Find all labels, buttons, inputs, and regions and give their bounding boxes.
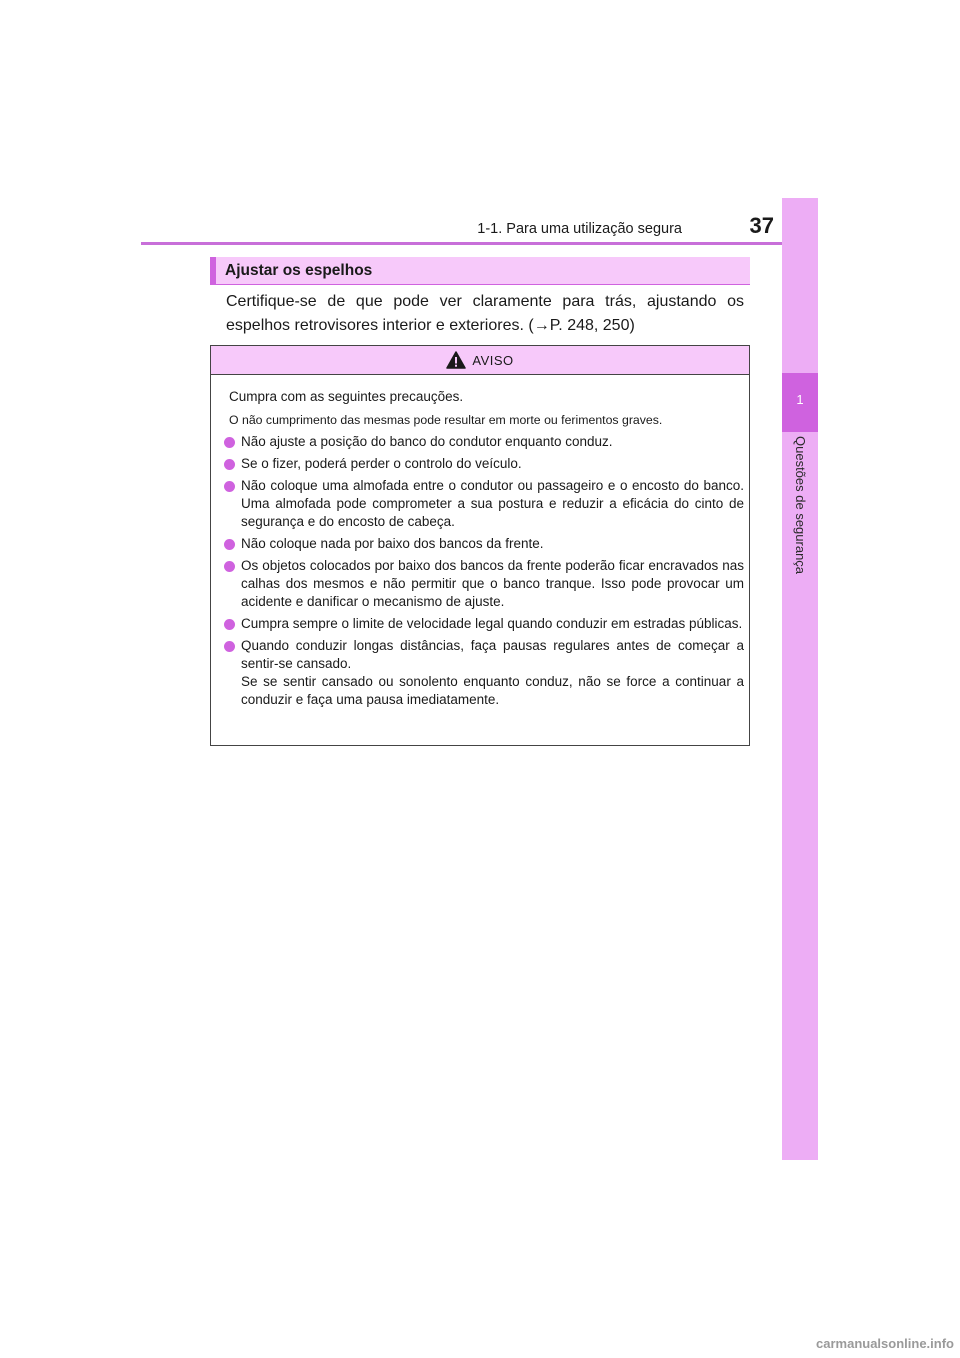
chapter-side-tab	[782, 198, 818, 1160]
warning-item	[224, 637, 744, 709]
warning-item	[224, 615, 744, 633]
footer-watermark: carmanualsonline.info	[816, 1336, 954, 1351]
warning-item-text: Os objetos colocados por baixo dos bancos da frente poderão ficar encravados nas calhas dos mesmos e não permitir que o banco tranque. Isso pode provocar um acidente e danificar o mecanismo de ajuste.	[241, 558, 744, 609]
warning-item	[224, 535, 744, 553]
header-divider	[141, 242, 818, 245]
bullet-icon	[224, 459, 235, 470]
warning-item-text: Quando conduzir longas distâncias, faça pausas regulares antes de começar a sentir-se cansado.	[241, 638, 744, 671]
bullet-icon	[224, 641, 235, 652]
warning-header	[211, 346, 749, 375]
intro-text: Certifique-se de que pode ver claramente para trás, ajustando os espelhos retrovisores interior e exteriores. (	[226, 293, 744, 334]
warning-item-text: Não coloque nada por baixo dos bancos da frente.	[241, 536, 544, 551]
warning-item-text: Se o fizer, poderá perder o controlo do veículo.	[241, 456, 522, 471]
warning-label: AVISO	[472, 352, 514, 368]
page-reference-link[interactable]: P. 248, 250)	[549, 317, 635, 334]
chapter-title: Questões de segurança	[793, 436, 808, 575]
warning-item-text: Cumpra sempre o limite de velocidade legal quando conduzir em estradas públicas.	[241, 616, 743, 631]
bullet-icon	[224, 619, 235, 630]
section-intro	[226, 290, 744, 338]
warning-item-text: Não ajuste a posição do banco do condutor enquanto conduz.	[241, 434, 613, 449]
arrow-right-icon: →	[533, 317, 550, 334]
warning-consequence: O não cumprimento das mesmas pode resultar em morte ou ferimentos graves.	[229, 413, 663, 427]
bullet-icon	[224, 437, 235, 448]
chapter-number: 1	[796, 392, 804, 407]
warning-item-extra: Se se sentir cansado ou sonolento enquanto conduz, não se force a continuar a conduzir e faça uma pausa imediatamente.	[241, 674, 744, 707]
warning-list	[224, 433, 744, 713]
bullet-icon	[224, 481, 235, 492]
warning-item-text: Não coloque uma almofada entre o condutor ou passageiro e o encosto do banco. Uma almofada pode comprometer a sua postura e reduzir a eficácia do cinto de segurança e do encosto de cabeça.	[241, 478, 744, 529]
warning-intro: Cumpra com as seguintes precauções.	[229, 389, 464, 404]
warning-item	[224, 455, 744, 473]
section-heading: Ajustar os espelhos	[210, 257, 750, 285]
warning-box	[210, 345, 750, 746]
bullet-icon	[224, 539, 235, 550]
warning-item	[224, 557, 744, 611]
page-number: 37	[749, 213, 774, 238]
warning-item	[224, 477, 744, 531]
section-path: 1-1. Para uma utilização segura	[477, 221, 682, 237]
bullet-icon	[224, 561, 235, 572]
warning-item	[224, 433, 744, 451]
warning-triangle-icon	[446, 351, 466, 369]
